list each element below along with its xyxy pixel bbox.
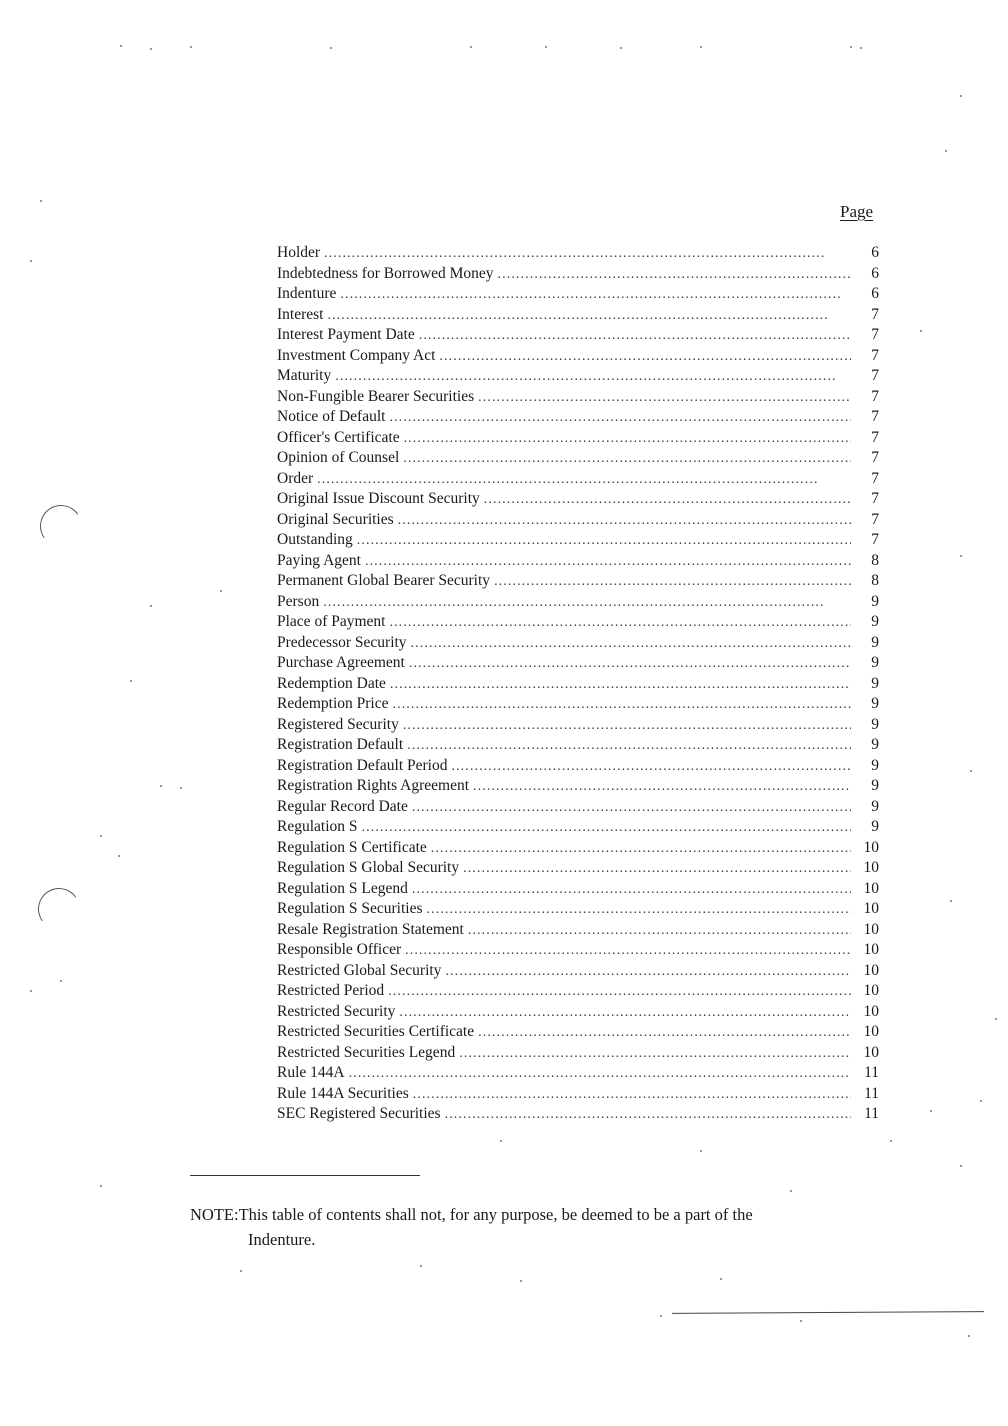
toc-term: Restricted Securities Legend — [277, 1043, 456, 1061]
toc-term: Place of Payment — [277, 613, 386, 630]
toc-entry — [277, 346, 879, 367]
toc-dot-leader — [468, 921, 851, 942]
toc-dot-leader — [390, 675, 851, 696]
toc-entry — [277, 776, 879, 797]
toc-term: Responsible Officer — [277, 941, 402, 958]
toc-term: Purchase Agreement — [277, 654, 405, 671]
toc-dot-leader — [494, 572, 851, 593]
toc-page-number: 10 — [863, 838, 879, 856]
scan-speck — [700, 1150, 702, 1152]
toc-page-number: 7 — [871, 469, 879, 487]
toc-entry — [277, 1002, 879, 1023]
toc-term: Interest — [277, 305, 324, 323]
toc-page-number: 9 — [871, 592, 879, 610]
toc-term: Indenture — [277, 285, 337, 302]
toc-term: Person — [277, 592, 320, 610]
punch-hole-mark — [35, 885, 84, 934]
note-label: NOTE: — [190, 1205, 239, 1224]
toc-entry — [277, 428, 879, 449]
toc-dot-leader — [393, 695, 852, 716]
toc-term: Rule 144A — [277, 1064, 345, 1081]
scan-speck — [945, 150, 947, 152]
scan-speck — [970, 770, 972, 772]
scan-speck — [60, 980, 62, 982]
toc-page-number: 7 — [871, 428, 879, 446]
toc-page-number: 9 — [871, 777, 879, 794]
toc-dot-leader — [412, 798, 851, 819]
scan-speck — [960, 95, 962, 97]
toc-term: Regulation S Legend — [277, 879, 408, 897]
toc-page-number: 10 — [863, 920, 879, 938]
toc-dot-leader — [431, 839, 851, 860]
toc-dot-leader — [451, 757, 851, 778]
table-of-contents-note — [190, 1202, 870, 1252]
toc-term: Maturity — [277, 367, 332, 384]
scan-speck — [220, 590, 222, 592]
toc-page-number: 9 — [871, 736, 879, 753]
scan-speck — [130, 680, 132, 682]
scan-speck — [30, 990, 32, 992]
toc-term: Investment Company Act — [277, 346, 436, 364]
toc-page-number: 10 — [863, 941, 879, 958]
toc-entry — [277, 571, 879, 592]
toc-term: Redemption Date — [277, 674, 386, 692]
scan-speck — [960, 555, 962, 557]
toc-entry — [277, 817, 879, 838]
toc-entry — [277, 407, 879, 428]
toc-page-number: 7 — [871, 346, 879, 364]
toc-page-number: 10 — [863, 961, 879, 979]
toc-dot-leader — [335, 367, 851, 388]
toc-term: Registration Rights Agreement — [277, 777, 470, 794]
toc-term: Regulation S Global Security — [277, 859, 460, 876]
toc-dot-leader — [362, 818, 851, 839]
scan-speck — [920, 330, 922, 332]
toc-term: Rule 144A Securities — [277, 1084, 409, 1102]
toc-entry — [277, 366, 879, 387]
scan-speck — [180, 787, 182, 789]
toc-page-number: 7 — [871, 490, 879, 507]
scan-speck — [330, 47, 332, 49]
toc-term: Paying Agent — [277, 551, 361, 569]
toc-page-number: 9 — [871, 756, 879, 774]
toc-entry — [277, 510, 879, 531]
toc-dot-leader — [478, 1023, 851, 1044]
scan-speck — [660, 1315, 662, 1317]
toc-entry — [277, 612, 879, 633]
toc-dot-leader — [365, 552, 851, 573]
scan-speck — [150, 605, 152, 607]
toc-dot-leader — [463, 859, 851, 880]
toc-page-number: 10 — [863, 1002, 879, 1020]
toc-page-number: 9 — [871, 797, 879, 815]
toc-page-number: 9 — [871, 613, 879, 630]
toc-term: Order — [277, 469, 314, 487]
scan-speck — [40, 200, 42, 202]
toc-dot-leader — [404, 429, 851, 450]
toc-entry — [277, 551, 879, 572]
toc-entry — [277, 756, 879, 777]
scan-speck — [520, 1280, 522, 1282]
toc-term: Restricted Period — [277, 982, 385, 999]
toc-dot-leader — [409, 654, 851, 675]
toc-page-number: 7 — [871, 449, 879, 466]
toc-dot-leader — [445, 962, 851, 983]
toc-page-number: 11 — [864, 1105, 879, 1122]
scan-speck — [995, 1018, 997, 1020]
toc-dot-leader — [407, 736, 851, 757]
toc-entry — [277, 264, 879, 285]
toc-entry — [277, 1022, 879, 1043]
note-text: This table of contents shall not, for any purpose, be deemed to be a part of the — [238, 1205, 753, 1224]
toc-dot-leader — [403, 716, 851, 737]
toc-entry — [277, 243, 879, 264]
toc-term: SEC Registered Securities — [277, 1105, 441, 1122]
toc-dot-leader — [498, 265, 851, 286]
toc-term: Restricted Securities Certificate — [277, 1023, 475, 1040]
toc-dot-leader — [399, 1003, 851, 1024]
toc-entry — [277, 448, 879, 469]
scan-speck — [545, 46, 547, 48]
scan-speck — [930, 1110, 932, 1112]
scan-speck — [700, 46, 702, 48]
toc-dot-leader — [427, 900, 851, 921]
scan-speck — [240, 1270, 242, 1272]
toc-entry — [277, 653, 879, 674]
toc-page-number: 10 — [863, 982, 879, 999]
toc-dot-leader — [398, 511, 851, 532]
toc-entry — [277, 387, 879, 408]
toc-term: Registered Security — [277, 715, 399, 733]
scan-speck — [470, 46, 472, 48]
toc-entry — [277, 858, 879, 879]
toc-term: Indebtedness for Borrowed Money — [277, 264, 494, 282]
toc-dot-leader — [473, 777, 851, 798]
toc-entry — [277, 1104, 879, 1125]
toc-term: Redemption Price — [277, 695, 389, 712]
bottom-divider — [672, 1311, 984, 1314]
toc-entry — [277, 489, 879, 510]
scan-speck — [720, 1278, 722, 1280]
toc-page-number: 9 — [871, 695, 879, 712]
note-continuation: Indenture. — [248, 1230, 316, 1249]
toc-entry — [277, 305, 879, 326]
toc-dot-leader — [484, 490, 851, 511]
toc-page-number: 9 — [871, 818, 879, 835]
toc-entry — [277, 674, 879, 695]
toc-dot-leader — [405, 941, 851, 962]
toc-entry — [277, 715, 879, 736]
toc-term: Holder — [277, 244, 321, 261]
scan-speck — [620, 47, 622, 49]
toc-term: Restricted Global Security — [277, 961, 442, 979]
toc-dot-leader — [340, 285, 851, 306]
toc-page-number: 6 — [871, 285, 879, 302]
scan-speck — [800, 1320, 802, 1322]
toc-entry — [277, 735, 879, 756]
toc-dot-leader — [419, 326, 851, 347]
scan-speck — [30, 260, 32, 262]
toc-page-number: 10 — [863, 879, 879, 897]
toc-page-number: 11 — [864, 1084, 879, 1102]
toc-term: Notice of Default — [277, 408, 386, 425]
toc-entry — [277, 1043, 879, 1064]
scan-speck — [100, 1185, 102, 1187]
scan-speck — [960, 1165, 962, 1167]
toc-dot-leader — [412, 880, 851, 901]
toc-entry — [277, 961, 879, 982]
toc-page-number: 8 — [871, 572, 879, 589]
toc-entry — [277, 1084, 879, 1105]
toc-dot-leader — [388, 982, 851, 1003]
toc-page-number: 9 — [871, 674, 879, 692]
toc-entry — [277, 981, 879, 1002]
toc-term: Predecessor Security — [277, 633, 407, 651]
toc-page-number: 9 — [871, 654, 879, 671]
toc-dot-leader — [389, 613, 851, 634]
toc-dot-leader — [323, 593, 851, 614]
scan-speck — [160, 785, 162, 787]
toc-entry — [277, 633, 879, 654]
toc-page-number: 7 — [871, 305, 879, 323]
toc-page-number: 10 — [863, 1023, 879, 1040]
page-column-header: Page — [840, 202, 874, 221]
toc-page-number: 7 — [871, 326, 879, 343]
toc-entry — [277, 530, 879, 551]
toc-page-number: 10 — [863, 1043, 879, 1061]
toc-term: Original Securities — [277, 510, 394, 528]
toc-dot-leader — [413, 1085, 851, 1106]
toc-entry — [277, 592, 879, 613]
toc-page-number: 7 — [871, 510, 879, 528]
scan-speck — [950, 900, 952, 902]
toc-page-number: 11 — [864, 1064, 879, 1081]
toc-entry — [277, 838, 879, 859]
toc-dot-leader — [327, 306, 851, 327]
toc-entry — [277, 469, 879, 490]
toc-term: Officer's Certificate — [277, 428, 400, 446]
toc-dot-leader — [324, 244, 851, 265]
toc-term: Permanent Global Bearer Security — [277, 572, 491, 589]
toc-term: Regulation S Certificate — [277, 838, 427, 856]
toc-page-number: 9 — [871, 715, 879, 733]
scan-speck — [790, 1190, 792, 1192]
toc-term: Regulation S — [277, 818, 358, 835]
toc-entry — [277, 940, 879, 961]
scan-speck — [980, 1100, 982, 1102]
toc-term: Interest Payment Date — [277, 326, 415, 343]
toc-term: Outstanding — [277, 531, 353, 548]
toc-dot-leader — [317, 470, 851, 491]
scan-speck — [890, 1140, 892, 1142]
toc-dot-leader — [459, 1044, 851, 1065]
toc-term: Restricted Security — [277, 1002, 396, 1020]
scan-speck — [100, 835, 102, 837]
toc-dot-leader — [478, 388, 851, 409]
toc-dot-leader — [403, 449, 851, 470]
scan-speck — [190, 46, 192, 48]
toc-term: Regulation S Securities — [277, 900, 423, 917]
toc-dot-leader — [389, 408, 851, 429]
footnote-divider — [190, 1175, 420, 1176]
toc-entry — [277, 694, 879, 715]
toc-page-number: 7 — [871, 531, 879, 548]
toc-dot-leader — [411, 634, 851, 655]
toc-page-number: 6 — [871, 244, 879, 261]
toc-dot-leader — [445, 1105, 851, 1126]
toc-entry — [277, 920, 879, 941]
toc-dot-leader — [349, 1064, 851, 1085]
toc-term: Regular Record Date — [277, 797, 408, 815]
scan-speck — [860, 47, 862, 49]
toc-entry — [277, 1063, 879, 1084]
toc-dot-leader — [439, 347, 851, 368]
scan-speck — [850, 46, 852, 48]
toc-term: Resale Registration Statement — [277, 920, 464, 938]
table-of-contents — [277, 243, 879, 1125]
toc-page-number: 9 — [871, 633, 879, 651]
toc-page-number: 7 — [871, 408, 879, 425]
scan-speck — [150, 48, 152, 50]
toc-page-number: 6 — [871, 264, 879, 282]
toc-page-number: 10 — [863, 900, 879, 917]
toc-entry — [277, 899, 879, 920]
toc-page-number: 10 — [863, 859, 879, 876]
scan-speck — [968, 1335, 970, 1337]
toc-page-number: 7 — [871, 367, 879, 384]
toc-entry — [277, 797, 879, 818]
punch-hole-mark — [37, 502, 86, 551]
scan-speck — [420, 1265, 422, 1267]
toc-entry — [277, 879, 879, 900]
toc-term: Original Issue Discount Security — [277, 490, 480, 507]
scan-speck — [118, 855, 120, 857]
toc-page-number: 7 — [871, 387, 879, 405]
scan-speck — [500, 1140, 502, 1142]
scan-speck — [120, 45, 122, 47]
toc-page-number: 8 — [871, 551, 879, 569]
toc-term: Non-Fungible Bearer Securities — [277, 387, 475, 405]
toc-term: Registration Default — [277, 736, 404, 753]
toc-term: Opinion of Counsel — [277, 449, 400, 466]
toc-term: Registration Default Period — [277, 756, 448, 774]
toc-entry — [277, 284, 879, 305]
toc-dot-leader — [357, 531, 851, 552]
toc-entry — [277, 325, 879, 346]
